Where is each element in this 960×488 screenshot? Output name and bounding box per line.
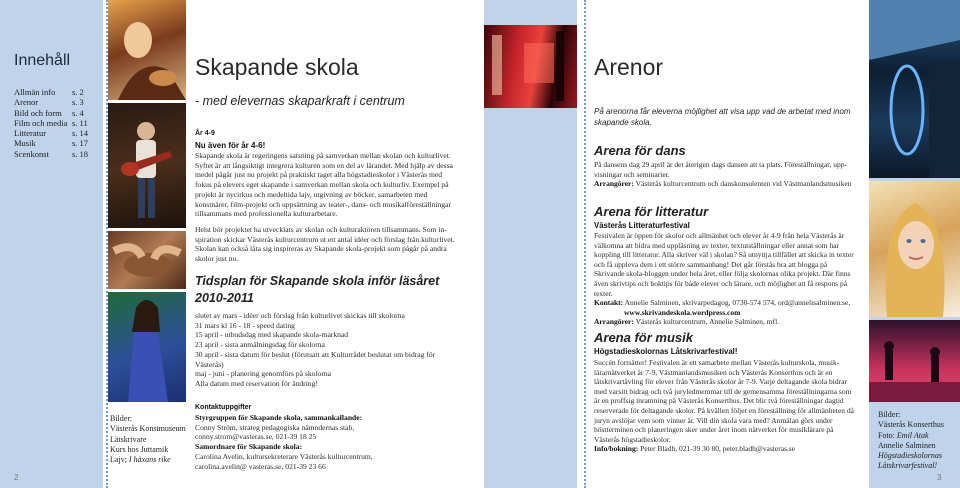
toc-item[interactable] bbox=[14, 128, 96, 138]
toc-panel bbox=[0, 0, 103, 488]
musik-info-text: Peter Bladh, 021-39 30 80, peter.bladh@vasteras.se bbox=[638, 444, 796, 454]
photo-konserthus-building bbox=[869, 0, 960, 178]
photo-latskrivarfestival-stage bbox=[869, 320, 960, 402]
toc-item[interactable] bbox=[14, 118, 96, 128]
toc-list bbox=[14, 87, 96, 159]
toc-item-page: s. 11 bbox=[72, 117, 88, 128]
page-title-skapande: Skapande skola bbox=[195, 54, 359, 80]
tidsplan-item: 30 april - sista datum för beslut (förutsatt att Kulturrådet beslutat om bidrag för Västerås) bbox=[195, 349, 436, 369]
litteratur-text: Festivalen är öppen för skolor och allmänhet och elever år 4-9 från hela Västerås är välkomna att bidra med uppläsning av texter, textutställningar eller annat som har koppling till litteratur. Alla skriver väl i skolan? Så utnyttja tillfället att skicka in texter och få uppleva dem i ett större sammanhang! Det går förstås bra att blogga på Skrivande skola-bloggen under hela året, eller följa skolornas olika projekt. Där finns även skrivtips och boktips för både elever och lärare, och möjlighet att få respons på texter. bbox=[594, 231, 854, 298]
paragraph-inspiration: Helst bör projektet ha utvecklats av skolan och kulturaktören tillsammans. Som in-spiration skickar Västerås kulturcentrum ut ett antal idéer och förslag från kulturlivet. Skolan kan också låta sig inspireras av Skapande skola-projekt som pågår på andra skolor just nu. bbox=[195, 225, 455, 264]
toc-item-label: Film och media bbox=[14, 117, 68, 128]
litteratur-blog-link[interactable]: www.skrivandeskola.wordpress.com bbox=[624, 307, 741, 317]
toc-item-label: Arenor bbox=[14, 97, 39, 108]
grade-label: År 4-9 bbox=[195, 130, 215, 137]
tidsplan-item: Alla datum med reservation för ändring! bbox=[195, 378, 318, 388]
toc-item-page: s. 17 bbox=[72, 138, 89, 149]
photo-caption-left bbox=[110, 414, 186, 465]
page-number-right: 3 bbox=[937, 473, 942, 482]
kontakt-line: conny.strom@vasteras.se, 021-39 18 25 bbox=[195, 432, 317, 442]
section-heading-litteratur: Arena för litteratur bbox=[594, 204, 709, 219]
toc-item-label: Musik bbox=[14, 138, 36, 149]
photo-concert-hall bbox=[484, 25, 577, 108]
article-skapande-skola bbox=[195, 0, 457, 488]
page-subtitle: - med elevernas skaparkraft i centrum bbox=[195, 94, 405, 108]
section-heading-musik: Arena för musik bbox=[594, 330, 693, 345]
kontakt-line: Carolina Avelin, kultursekreterare Västerås kulturcentrum, bbox=[195, 451, 373, 461]
caption-line: Låtskrivarfestival! bbox=[878, 461, 938, 471]
photo-guitarist bbox=[108, 103, 186, 228]
page-title-arenor: Arenor bbox=[594, 54, 664, 80]
arenor-intro: På arenorna får eleverna möjlighet att visa upp vad de arbetat med inom skapande skola. bbox=[594, 107, 851, 127]
dans-text: På dansens dag 29 april är det återigen dags dansen att ta plats. Föreställningar, upp-visningar och seminarier. bbox=[594, 160, 847, 179]
musik-text: Succén fortsätter! Festivalen är ett samarbete mellan Västerås kulturskola, musik-lärarnätverket år 7-9, Västmanlandsmusiken och Västerås Konserthus och är en låtskrivartävling för elever från Västerås skolor år 7-9. Varje deltagande skola bidrar med varsitt bidrag och två juryledmemmar till de gemensamma föreställningarna som är en proffsig inramning på Västerås Konserthus. Det blir två föreställningar dagtid reserverade för deltagande skolor. På kvällen följer en föreställning för allmänheten då juryn avslöjar vem som vinner år. Vill din skola vara med? Anmälan görs under höstterminen och planeringen sker under året inom nätverket för musiklärare på Västerås högstadieskolor. bbox=[594, 358, 854, 444]
photo-hands-pottery bbox=[108, 231, 186, 289]
toc-item[interactable] bbox=[14, 108, 96, 118]
caption-line: Västerås Konserthus bbox=[878, 420, 944, 430]
tidsplan-item: maj - juni - planering genomförs på skolorna bbox=[195, 369, 332, 379]
caption-line: Annelie Salminen bbox=[878, 440, 936, 450]
photo-caption-right bbox=[878, 410, 958, 472]
tidsplan-item: 23 april - sista anmälningsdag för skolorna bbox=[195, 340, 325, 350]
toc-item-page: s. 4 bbox=[72, 107, 84, 118]
litteratur-kontakt-text: Annelie Salminen, skrivarpedagog, 0730-574 574, ord@annelisalminen.se, bbox=[623, 298, 851, 308]
photo-annelie-salminen bbox=[869, 181, 960, 317]
litteratur-arr-label: Arrangörer: bbox=[594, 317, 634, 327]
photo-larp-costume bbox=[108, 292, 186, 402]
toc-item-page: s. 14 bbox=[72, 128, 89, 139]
caption-line: Västerås Konstmuseum bbox=[110, 424, 186, 434]
caption-line bbox=[878, 431, 958, 441]
toc-item-page: s. 3 bbox=[72, 97, 84, 108]
paragraph-intro: Skapande skola är regeringens satsning på samverkan mellan skolan och kulturlivet. Syftet är att långsiktigt integrera kulturen som en del av lärandet. Med hjälp av dessa medel pågår just nu projekt på praktiskt taget alla högstadieskolor i Västerås med fokus på elevers eget skapande i samverkan mellan skola och kulturliv. Exempel på projekt är nycirkus och medeltida lajv, utgivning av böcker, samarbeten med konstnärer, film-projekt och uppsättning av teater-, dans- och musikalföreställningar tillsammans med professionella kulturarbetare. bbox=[195, 151, 453, 219]
caption-italic: Emil Atak bbox=[896, 430, 929, 440]
kontakt-block bbox=[195, 413, 457, 471]
toc-item[interactable] bbox=[14, 97, 96, 107]
grade-highlight: Nu även för år 4-6! bbox=[195, 141, 266, 150]
toc-item[interactable] bbox=[14, 138, 96, 148]
section-body-musik bbox=[594, 358, 858, 454]
kontakt-line: Styrgruppen för Skapande skola, sammankallande: bbox=[195, 413, 363, 422]
kontakt-line: Conny Ström, strateg pedagogiska nämndernas stab, bbox=[195, 422, 355, 432]
toc-item-label: Allmän info bbox=[14, 87, 56, 97]
kontakt-line: Samordnare för Skapande skola: bbox=[195, 442, 303, 452]
tidsplan-item: 15 april - utbudsdag med skapande skola-marknad bbox=[195, 330, 349, 340]
tidsplan-list bbox=[195, 311, 457, 389]
toc-title: Innehåll bbox=[14, 52, 71, 69]
caption-line: Bilder: bbox=[878, 410, 901, 419]
caption-text: Lajv; bbox=[110, 455, 129, 465]
section-subheading-litteratur: Västerås Litteraturfestival bbox=[594, 221, 690, 230]
tidsplan-heading: Tidsplan för Skapande skola inför läsåret 2010-2011 bbox=[195, 274, 440, 305]
caption-line: Bilder: bbox=[110, 414, 133, 423]
section-body-litteratur bbox=[594, 231, 858, 327]
kontakt-line: carolina.avelin@ vasteras.se, 021-39 23 66 bbox=[195, 461, 326, 471]
toc-item-label: Bild och form bbox=[14, 107, 62, 118]
toc-item-page: s. 18 bbox=[72, 148, 89, 159]
tidsplan-item: slutet av mars - idéer och förslag från kulturlivet skickas till skolorna bbox=[195, 311, 405, 320]
caption-line: Högstadieskolornas bbox=[878, 451, 942, 461]
toc-item[interactable] bbox=[14, 149, 96, 159]
dans-arr-text: Västerås kulturcentrum och danskonsulenten vid Västmanlandsmusiken bbox=[633, 179, 852, 189]
kontakt-label: Kontaktuppgifter bbox=[195, 404, 252, 411]
dans-arr-label: Arrangörer: bbox=[594, 179, 634, 189]
toc-item[interactable] bbox=[14, 87, 96, 97]
section-subheading-musik: Högstadieskolornas Låtskrivarfestival! bbox=[594, 347, 738, 356]
page-number-left: 2 bbox=[14, 473, 19, 482]
tidsplan-item: 31 mars kl 16 - 18 - speed dating bbox=[195, 320, 295, 330]
caption-line bbox=[110, 455, 186, 465]
toc-item-label: Litteratur bbox=[14, 128, 47, 139]
litteratur-arr-text: Västerås kulturcentrum, Annelie Salminen, mfl. bbox=[633, 317, 780, 327]
caption-text: Foto: bbox=[878, 430, 897, 440]
toc-item-page: s. 2 bbox=[72, 87, 84, 97]
section-heading-dans: Arena för dans bbox=[594, 143, 686, 158]
litteratur-kontakt-label: Kontakt: bbox=[594, 298, 624, 308]
musik-info-label: Info/bokning: bbox=[594, 444, 639, 454]
caption-line: Lätskrivare bbox=[110, 434, 147, 444]
caption-line: Kurs hos Juttamik bbox=[110, 444, 169, 454]
dotted-divider-center bbox=[584, 0, 586, 488]
photo-clay-workshop bbox=[108, 0, 186, 100]
toc-item-label: Scenkonst bbox=[14, 148, 49, 159]
section-body-dans bbox=[594, 160, 858, 189]
article-arenor bbox=[594, 0, 858, 488]
caption-italic: I häxans rike bbox=[128, 455, 171, 465]
